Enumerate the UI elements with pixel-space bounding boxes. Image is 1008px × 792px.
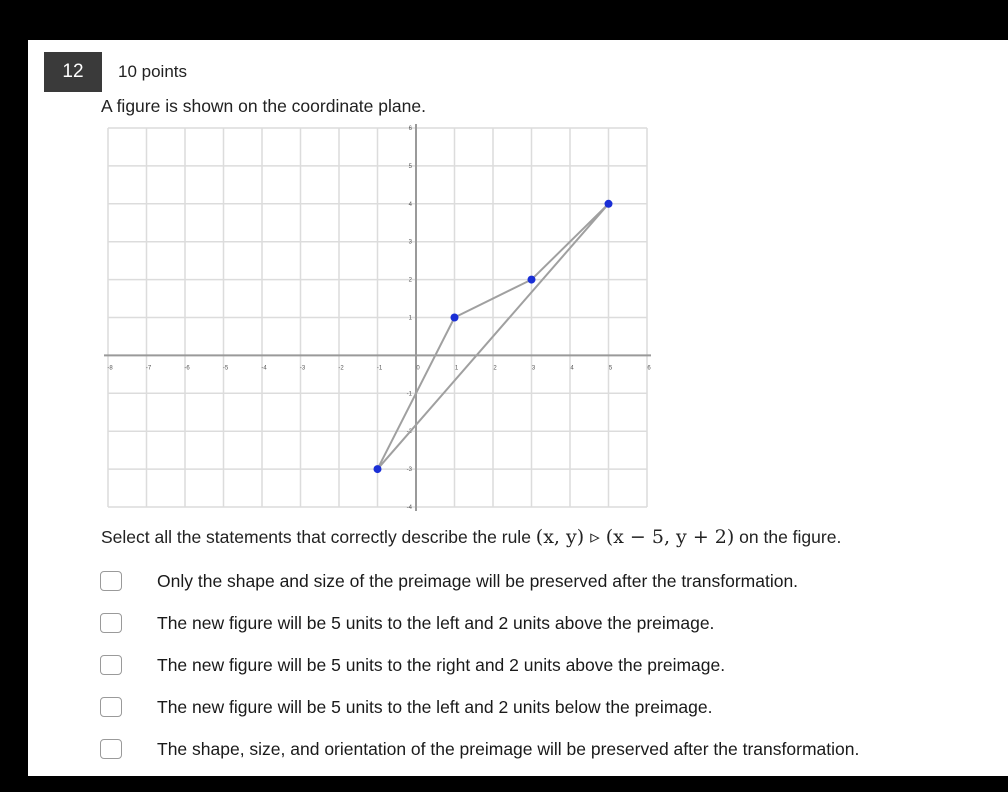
option-1-checkbox[interactable]: [100, 571, 122, 591]
y-tick-label: 6: [408, 126, 412, 132]
x-tick-label: -3: [299, 365, 306, 372]
y-tick-label: 3: [408, 239, 412, 246]
option-4-label: The new figure will be 5 units to the left and 2 units below the preimage.: [157, 696, 713, 717]
x-tick-label: -7: [145, 365, 152, 372]
question-number: 12: [44, 52, 102, 92]
option-2[interactable]: [100, 608, 980, 638]
y-tick-label: -1: [406, 391, 412, 398]
question-card: [28, 40, 1008, 776]
y-tick-label: -2: [406, 429, 412, 436]
option-4-checkbox[interactable]: [100, 697, 122, 717]
option-4[interactable]: [100, 692, 980, 722]
y-tick-label: -3: [406, 467, 412, 474]
x-tick-label: 4: [570, 365, 574, 372]
x-tick-label: 6: [647, 365, 651, 372]
x-tick-label: 1: [454, 365, 459, 372]
option-2-checkbox[interactable]: [100, 613, 122, 633]
x-tick-label: -4: [261, 365, 267, 372]
option-3-label: The new figure will be 5 units to the right and 2 units above the preimage.: [157, 654, 726, 675]
x-tick-label: -6: [184, 365, 190, 372]
figure-vertex-point: [451, 314, 459, 322]
figure-vertex-point: [528, 276, 536, 284]
x-tick-label: 2: [493, 365, 497, 372]
x-tick-label: -5: [222, 365, 229, 372]
x-tick-label: -2: [338, 365, 344, 372]
coordinate-plane: [100, 120, 655, 515]
transformation-rule: (x, y) ▹ (x − 5, y + 2): [535, 526, 735, 548]
y-tick-label: 1: [408, 315, 412, 322]
x-tick-label: -1: [376, 365, 383, 372]
option-2-label: The new figure will be 5 units to the left and 2 units above the preimage.: [157, 612, 715, 633]
instruction-text-after: on the figure.: [734, 527, 842, 547]
option-3-checkbox[interactable]: [100, 655, 122, 675]
y-tick-label: 5: [408, 163, 412, 170]
option-1-label: Only the shape and size of the preimage will be preserved after the transformation.: [157, 570, 799, 591]
instruction-text-before: Select all the statements that correctly describe the rule: [101, 527, 536, 547]
option-3[interactable]: [100, 650, 980, 680]
option-5[interactable]: [100, 734, 980, 764]
x-tick-label: -8: [107, 365, 113, 372]
option-1[interactable]: [100, 566, 980, 596]
question-prompt: A figure is shown on the coordinate plane.: [101, 96, 426, 116]
figure-vertex-point: [374, 465, 382, 473]
y-tick-label: 4: [408, 201, 412, 208]
option-5-checkbox[interactable]: [100, 739, 122, 759]
x-tick-label: 5: [608, 365, 613, 372]
x-tick-label: 0: [416, 365, 420, 372]
figure-vertex-point: [605, 200, 613, 208]
x-tick-label: 3: [531, 365, 536, 372]
question-points: 10 points: [118, 62, 187, 81]
question-instruction: [101, 526, 841, 548]
y-tick-label: 2: [408, 277, 412, 284]
y-tick-label: -4: [406, 505, 412, 511]
option-5-label: The shape, size, and orientation of the preimage will be preserved after the transformation.: [157, 738, 860, 759]
